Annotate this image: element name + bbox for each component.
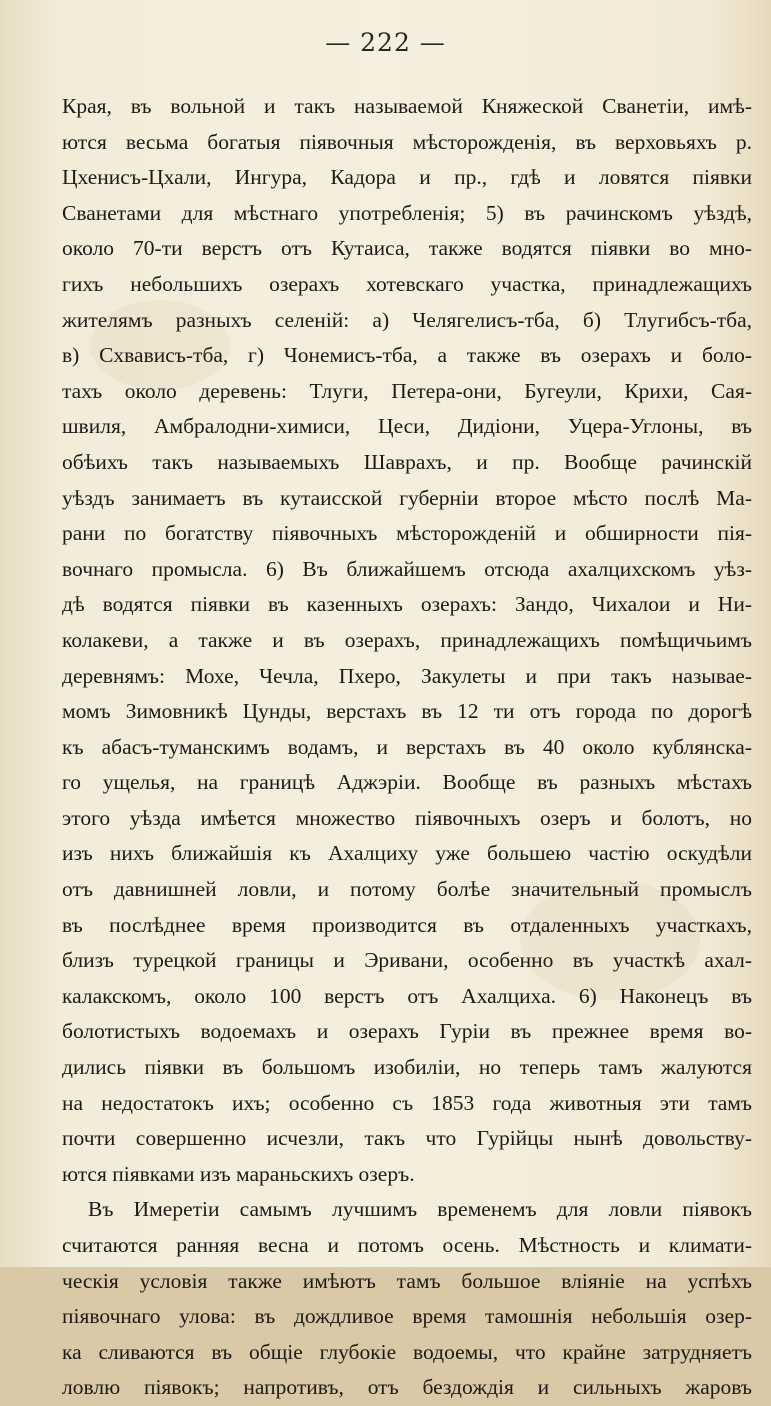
text-line: считаются ранняя весна и потомъ осень. Мѣстность и климати-	[62, 1233, 752, 1257]
text-line: швиля, Амбралодни-химиси, Цеси, Дидіони, Уцера-Углоны, въ	[62, 414, 752, 439]
text-line: отъ давнишней ловли, и потому болѣе значительный промыслъ	[62, 877, 752, 902]
text-line: почти совершенно исчезли, такъ что Гурійцы нынѣ довольству-	[62, 1126, 752, 1151]
text-line: въ послѣднее время производится въ отдаленныхъ участкахъ,	[62, 912, 752, 937]
text-line: дѣ водятся піявки въ казенныхъ озерахъ: Зандо, Чихалои и Ни-	[62, 592, 752, 617]
text-line: Сванетами для мѣстнаго употребленія; 5) въ рачинскомъ уѣздѣ,	[62, 200, 752, 225]
text-line: Цхенисъ-Цхали, Ингура, Кадора и пр., гдѣ и ловятся піявки	[62, 165, 752, 190]
text-line: деревнямъ: Мохе, Чечла, Пхеро, Закулеты и при такъ называе-	[62, 663, 752, 688]
paragraph-first-line: Въ Имеретіи самымъ лучшимъ временемъ для ловли піявокъ	[88, 1197, 752, 1222]
text-line: ка сливаются въ общіе глубокіе водоемы, что крайне затрудняетъ	[62, 1339, 752, 1364]
text-line: изъ нихъ ближайшія къ Ахалциху уже большею частію оскудѣли	[62, 841, 752, 866]
text-line: жителямъ разныхъ селеній: а) Челягелисъ-тба, б) Тлугибсъ-тба,	[62, 307, 752, 332]
text-line: колакеви, а также и въ озерахъ, принадлежащихъ помѣщичьимъ	[62, 627, 752, 652]
text-line: обѣихъ такъ называемыхъ Шаврахъ, и пр. Вообще рачинскій	[62, 449, 752, 474]
text-line: в) Схвависъ-тба, г) Чонемисъ-тба, а также въ озерахъ и боло-	[62, 343, 752, 368]
text-line: дились піявки въ большомъ изобиліи, но теперь тамъ жалуются	[62, 1055, 752, 1080]
body-text	[62, 89, 752, 1406]
text-line: тахъ около деревень: Тлуги, Петера-они, Бугеули, Крихи, Сая-	[62, 378, 752, 403]
text-line: этого уѣзда имѣется множество піявочныхъ озеръ и болотъ, но	[62, 805, 752, 830]
text-line: момъ Зимовникѣ Цунды, верстахъ въ 12 ти отъ города по дорогѣ	[62, 699, 752, 724]
text-line: около 70-ти верстъ отъ Кутаиса, также водятся піявки во мно-	[62, 236, 752, 261]
text-line: піявочнаго улова: въ дождливое время тамошнія небольшія озер-	[62, 1304, 752, 1329]
text-line: ловлю піявокъ; напротивъ, отъ бездождія и сильныхъ жаровъ	[62, 1375, 752, 1400]
text-line: го ущелья, на границѣ Аджэріи. Вообще въ разныхъ мѣстахъ	[62, 770, 752, 795]
text-line: близъ турецкой границы и Эривани, особенно въ участкѣ ахал-	[62, 948, 752, 973]
text-line: калакскомъ, около 100 верстъ отъ Ахалциха. 6) Наконецъ въ	[62, 983, 752, 1008]
text-line: гихъ небольшихъ озерахъ хотевскаго участка, принадлежащихъ	[62, 271, 752, 296]
text-line: къ абасъ-туманскимъ водамъ, и верстахъ въ 40 около кублянска-	[62, 734, 752, 759]
text-line: рани по богатству піявочныхъ мѣсторожденій и обширности пія-	[62, 521, 752, 546]
text-line: уѣздъ занимаетъ въ кутаисской губерніи второе мѣсто послѣ Ма-	[62, 485, 752, 510]
text-line: ются піявками изъ мараньскихъ озеръ.	[62, 1161, 415, 1186]
text-line: ются весьма богатыя піявочныя мѣсторожденія, въ верховьяхъ р.	[62, 129, 752, 154]
text-line: болотистыхъ водоемахъ и озерахъ Гуріи въ прежнее время во-	[62, 1019, 752, 1044]
text-line: Края, въ вольной и такъ называемой Княжеской Сванетіи, имѣ-	[62, 94, 752, 118]
text-line: на недостатокъ ихъ; особенно съ 1853 года животныя эти тамъ	[62, 1090, 752, 1115]
page-number: — 222 —	[325, 28, 446, 57]
text-line: ческія условія также имѣютъ тамъ большое вліяніе на успѣхъ	[62, 1268, 752, 1293]
text-line: вочнаго промысла. 6) Въ ближайшемъ отсюда ахалцихскомъ уѣз-	[62, 556, 752, 581]
